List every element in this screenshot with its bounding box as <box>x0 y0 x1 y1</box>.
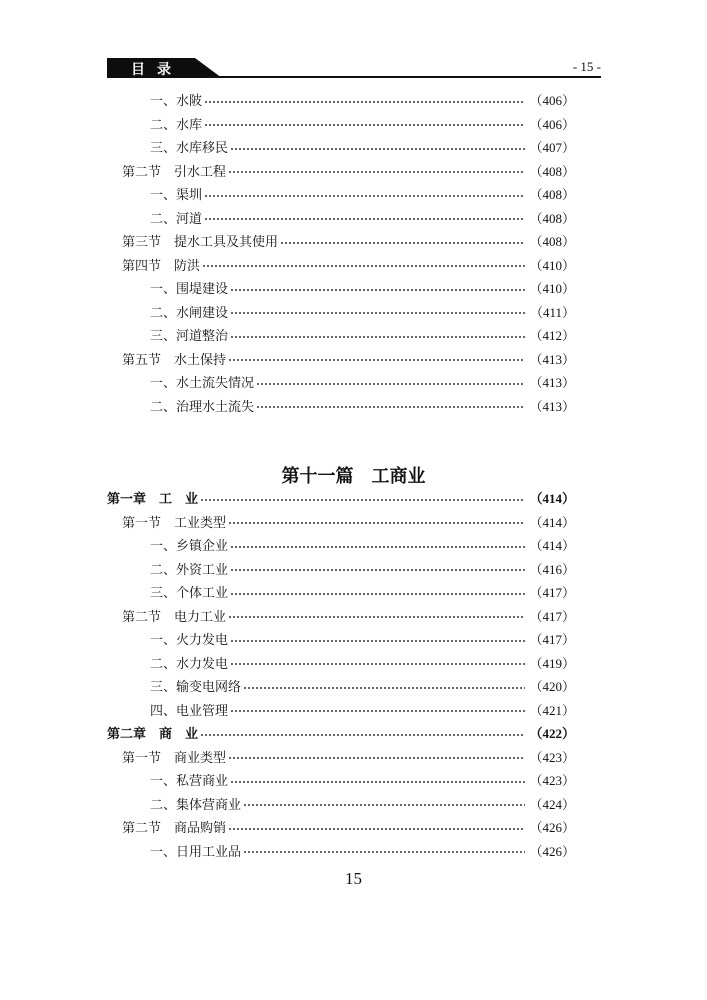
toc-entry-page: （406） <box>529 116 575 132</box>
toc-entry-page: （426） <box>529 820 575 836</box>
toc-entry-title: 二、治理水土流失 <box>150 399 255 415</box>
toc-entry-title: 第五节 水土保持 <box>122 352 227 368</box>
toc-entry[interactable] <box>107 159 575 183</box>
part-title: 第十一篇 工商业 <box>281 466 426 487</box>
toc-entry-title: 三、个体工业 <box>150 586 229 602</box>
toc-entry[interactable] <box>107 276 575 300</box>
toc-entry[interactable] <box>107 674 575 698</box>
toc-entry-page: （420） <box>529 679 575 695</box>
toc-entry-title: 第一节 商业类型 <box>122 750 227 766</box>
dot-leader <box>256 377 525 387</box>
toc-entry-title: 第二节 电力工业 <box>122 609 227 625</box>
dot-leader <box>228 165 525 175</box>
toc-entry-title: 一、水陂 <box>150 94 203 110</box>
toc-entry-page: （419） <box>529 655 575 671</box>
toc-entry-page: （414） <box>529 514 575 530</box>
toc-entry-page: （424） <box>529 796 575 812</box>
dot-leader <box>228 353 525 363</box>
toc-entry[interactable] <box>107 370 575 394</box>
toc-entry[interactable] <box>107 651 575 675</box>
toc-entry[interactable] <box>107 580 575 604</box>
toc-entry[interactable] <box>107 112 575 136</box>
toc-entry[interactable] <box>107 698 575 722</box>
toc-entry[interactable] <box>107 394 575 418</box>
toc-entry[interactable] <box>107 604 575 628</box>
toc-entry[interactable] <box>107 206 575 230</box>
toc-entry-title: 第三节 提水工具及其使用 <box>122 235 279 251</box>
toc-bottom-section <box>107 486 575 862</box>
toc-entry[interactable] <box>107 745 575 769</box>
dot-leader <box>230 283 525 293</box>
toc-entry[interactable] <box>107 135 575 159</box>
dot-leader <box>228 610 525 620</box>
toc-entry-page: （422） <box>529 726 575 742</box>
dot-leader <box>228 822 525 832</box>
toc-entry-title: 二、水库 <box>150 117 203 133</box>
toc-entry-page: （423） <box>529 773 575 789</box>
toc-entry-page: （413） <box>529 398 575 414</box>
toc-entry-title: 二、外资工业 <box>150 562 229 578</box>
toc-entry-title: 一、私营商业 <box>150 774 229 790</box>
toc-entry[interactable] <box>107 182 575 206</box>
dot-leader <box>200 493 525 503</box>
toc-entry[interactable] <box>107 533 575 557</box>
dot-leader <box>228 516 525 526</box>
toc-entry-title: 第四节 防洪 <box>122 258 201 274</box>
dot-leader <box>230 563 525 573</box>
toc-entry-title: 二、河道 <box>150 211 203 227</box>
toc-entry[interactable] <box>107 229 575 253</box>
dot-leader <box>202 259 525 269</box>
dot-leader <box>230 587 525 597</box>
toc-entry-page: （408） <box>529 163 575 179</box>
toc-entry[interactable] <box>107 792 575 816</box>
toc-entry-title: 四、电业管理 <box>150 703 229 719</box>
dot-leader <box>243 681 525 691</box>
toc-entry-title: 第一章 工 业 <box>107 492 199 508</box>
dot-leader <box>204 189 525 199</box>
toc-entry-page: （417） <box>529 608 575 624</box>
toc-entry-page: （413） <box>529 375 575 391</box>
toc-entry-title: 三、水库移民 <box>150 141 229 157</box>
toc-entry-page: （426） <box>529 843 575 859</box>
toc-entry[interactable] <box>107 323 575 347</box>
toc-entry-page: （408） <box>529 234 575 250</box>
toc-entry-title: 第二章 商 业 <box>107 727 199 743</box>
toc-entry-title: 第一节 工业类型 <box>122 515 227 531</box>
toc-entry-page: （413） <box>529 351 575 367</box>
header-title: 目录 <box>131 62 183 78</box>
dot-leader <box>243 845 525 855</box>
toc-entry-page: （410） <box>529 257 575 273</box>
header-page-number: - 15 - <box>572 59 601 74</box>
toc-entry[interactable] <box>107 721 575 745</box>
toc-entry[interactable] <box>107 557 575 581</box>
toc-entry-title: 二、水力发电 <box>150 656 229 672</box>
toc-entry[interactable] <box>107 347 575 371</box>
dot-leader <box>280 236 525 246</box>
toc-entry-title: 一、围堤建设 <box>150 282 229 298</box>
toc-entry-title: 二、水闸建设 <box>150 305 229 321</box>
toc-entry-page: （414） <box>529 491 575 507</box>
toc-entry-title: 三、输变电网络 <box>150 680 242 696</box>
dot-leader <box>230 306 526 316</box>
toc-entry-page: （423） <box>529 749 575 765</box>
toc-entry[interactable] <box>107 300 575 324</box>
toc-entry[interactable] <box>107 486 575 510</box>
dot-leader <box>256 400 525 410</box>
toc-entry-page: （407） <box>529 140 575 156</box>
dot-leader <box>230 704 525 714</box>
toc-entry-title: 第二节 商品购销 <box>122 821 227 837</box>
dot-leader <box>230 657 525 667</box>
toc-entry[interactable] <box>107 768 575 792</box>
toc-entry[interactable] <box>107 839 575 863</box>
toc-top-section <box>107 88 575 417</box>
toc-entry-page: （416） <box>529 561 575 577</box>
toc-entry-page: （408） <box>529 210 575 226</box>
toc-entry-title: 一、火力发电 <box>150 633 229 649</box>
dot-leader <box>204 95 525 105</box>
toc-entry-page: （411） <box>529 304 575 320</box>
dot-leader <box>230 775 525 785</box>
running-header <box>107 58 601 80</box>
toc-entry[interactable] <box>107 510 575 534</box>
dot-leader <box>230 540 525 550</box>
dot-leader <box>200 728 525 738</box>
dot-leader <box>204 118 525 128</box>
toc-entry[interactable] <box>107 88 575 112</box>
dot-leader <box>228 751 525 761</box>
toc-entry-title: 二、集体营商业 <box>150 797 242 813</box>
toc-entry-page: （410） <box>529 281 575 297</box>
toc-entry-page: （417） <box>529 632 575 648</box>
toc-entry[interactable] <box>107 627 575 651</box>
toc-entry-title: 三、河道整治 <box>150 329 229 345</box>
toc-entry[interactable] <box>107 253 575 277</box>
toc-entry-page: （414） <box>529 538 575 554</box>
toc-entry-title: 一、渠圳 <box>150 188 203 204</box>
toc-entry-title: 第二节 引水工程 <box>122 164 227 180</box>
toc-entry-page: （412） <box>529 328 575 344</box>
dot-leader <box>230 142 525 152</box>
toc-entry-page: （406） <box>529 93 575 109</box>
toc-entry-title: 一、水土流失情况 <box>150 376 255 392</box>
dot-leader <box>230 330 525 340</box>
toc-entry-title: 一、乡镇企业 <box>150 539 229 555</box>
dot-leader <box>204 212 525 222</box>
toc-entry-page: （417） <box>529 585 575 601</box>
toc-entry-title: 一、日用工业品 <box>150 844 242 860</box>
page-folio: 15 <box>345 869 362 888</box>
toc-entry[interactable] <box>107 815 575 839</box>
toc-entry-page: （408） <box>529 187 575 203</box>
dot-leader <box>230 634 525 644</box>
header-rule <box>207 76 601 78</box>
dot-leader <box>243 798 525 808</box>
toc-entry-page: （421） <box>529 702 575 718</box>
